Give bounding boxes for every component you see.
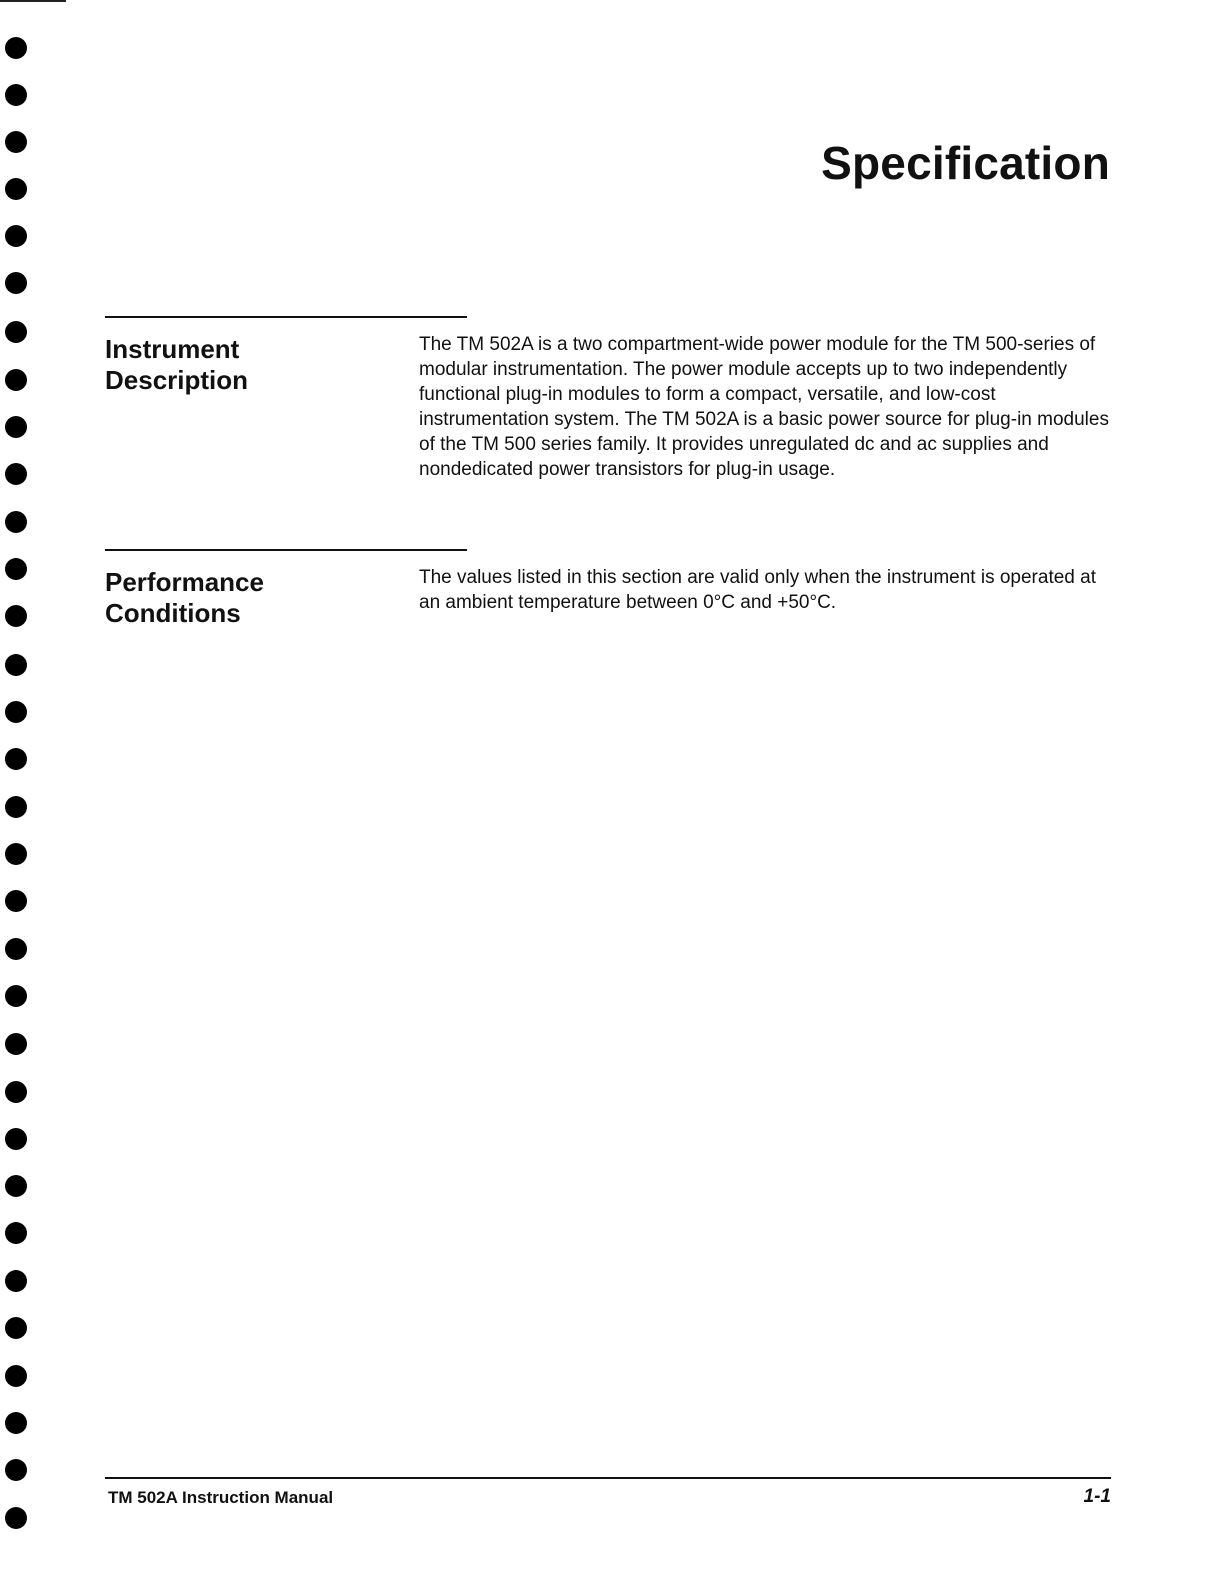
punch-hole bbox=[5, 178, 27, 200]
punch-hole bbox=[5, 1128, 27, 1150]
section-heading-line: Conditions bbox=[105, 598, 241, 628]
punch-hole bbox=[5, 416, 27, 438]
punch-hole bbox=[5, 321, 27, 343]
punch-hole bbox=[5, 463, 27, 485]
section-divider bbox=[105, 549, 467, 551]
footer-manual-title: TM 502A Instruction Manual bbox=[108, 1488, 334, 1507]
footer-page-number: 1-1 bbox=[1083, 1486, 1111, 1507]
punch-hole bbox=[5, 654, 27, 676]
punch-hole bbox=[5, 1222, 27, 1244]
punch-hole bbox=[5, 1507, 27, 1529]
punch-hole bbox=[5, 1459, 27, 1481]
punch-hole bbox=[5, 843, 27, 865]
punch-hole bbox=[5, 131, 27, 153]
punch-hole bbox=[5, 558, 27, 580]
punch-hole bbox=[5, 1412, 27, 1434]
section-heading bbox=[105, 567, 385, 629]
section-heading-line: Performance bbox=[105, 567, 264, 597]
punch-hole bbox=[5, 511, 27, 533]
punch-hole bbox=[5, 37, 27, 59]
page-title: Specification bbox=[821, 137, 1110, 189]
section-instrument-description bbox=[105, 316, 1115, 480]
section-body-text: The values listed in this section are valid only when the instrument is operated at an ambient temperature between 0°C and +50°C. bbox=[419, 567, 1096, 613]
section-heading-line: Instrument bbox=[105, 334, 240, 364]
punch-hole bbox=[5, 605, 27, 627]
section-performance-conditions bbox=[105, 549, 1115, 628]
punch-hole bbox=[5, 225, 27, 247]
section-heading bbox=[105, 334, 385, 396]
section-body-text: The TM 502A is a two compartment-wide power module for the TM 500-series of modular instrumentation. The power module accepts up to two independently functional plug-in modules to form a compact, versatile, and low-cost instrumentation system. The TM 502A is a basic power source for plug-in modules of the TM 500 series family. It provides unregulated dc and ac supplies and nondedicated power transistors for plug-in usage. bbox=[419, 334, 1109, 480]
punch-hole bbox=[5, 1175, 27, 1197]
punch-hole bbox=[5, 938, 27, 960]
punch-hole bbox=[5, 1033, 27, 1055]
punch-hole bbox=[5, 272, 27, 294]
punch-hole bbox=[5, 796, 27, 818]
punch-hole bbox=[5, 1081, 27, 1103]
punch-hole bbox=[5, 1365, 27, 1387]
punch-hole bbox=[5, 701, 27, 723]
section-divider bbox=[105, 316, 467, 318]
punch-hole bbox=[5, 748, 27, 770]
punch-hole bbox=[5, 369, 27, 391]
binder-punch-holes bbox=[0, 0, 40, 1582]
punch-hole bbox=[5, 985, 27, 1007]
punch-hole bbox=[5, 890, 27, 912]
punch-hole bbox=[5, 1317, 27, 1339]
section-heading-line: Description bbox=[105, 365, 249, 395]
footer-divider bbox=[105, 1477, 1111, 1479]
punch-hole bbox=[5, 84, 27, 106]
punch-hole bbox=[5, 1270, 27, 1292]
